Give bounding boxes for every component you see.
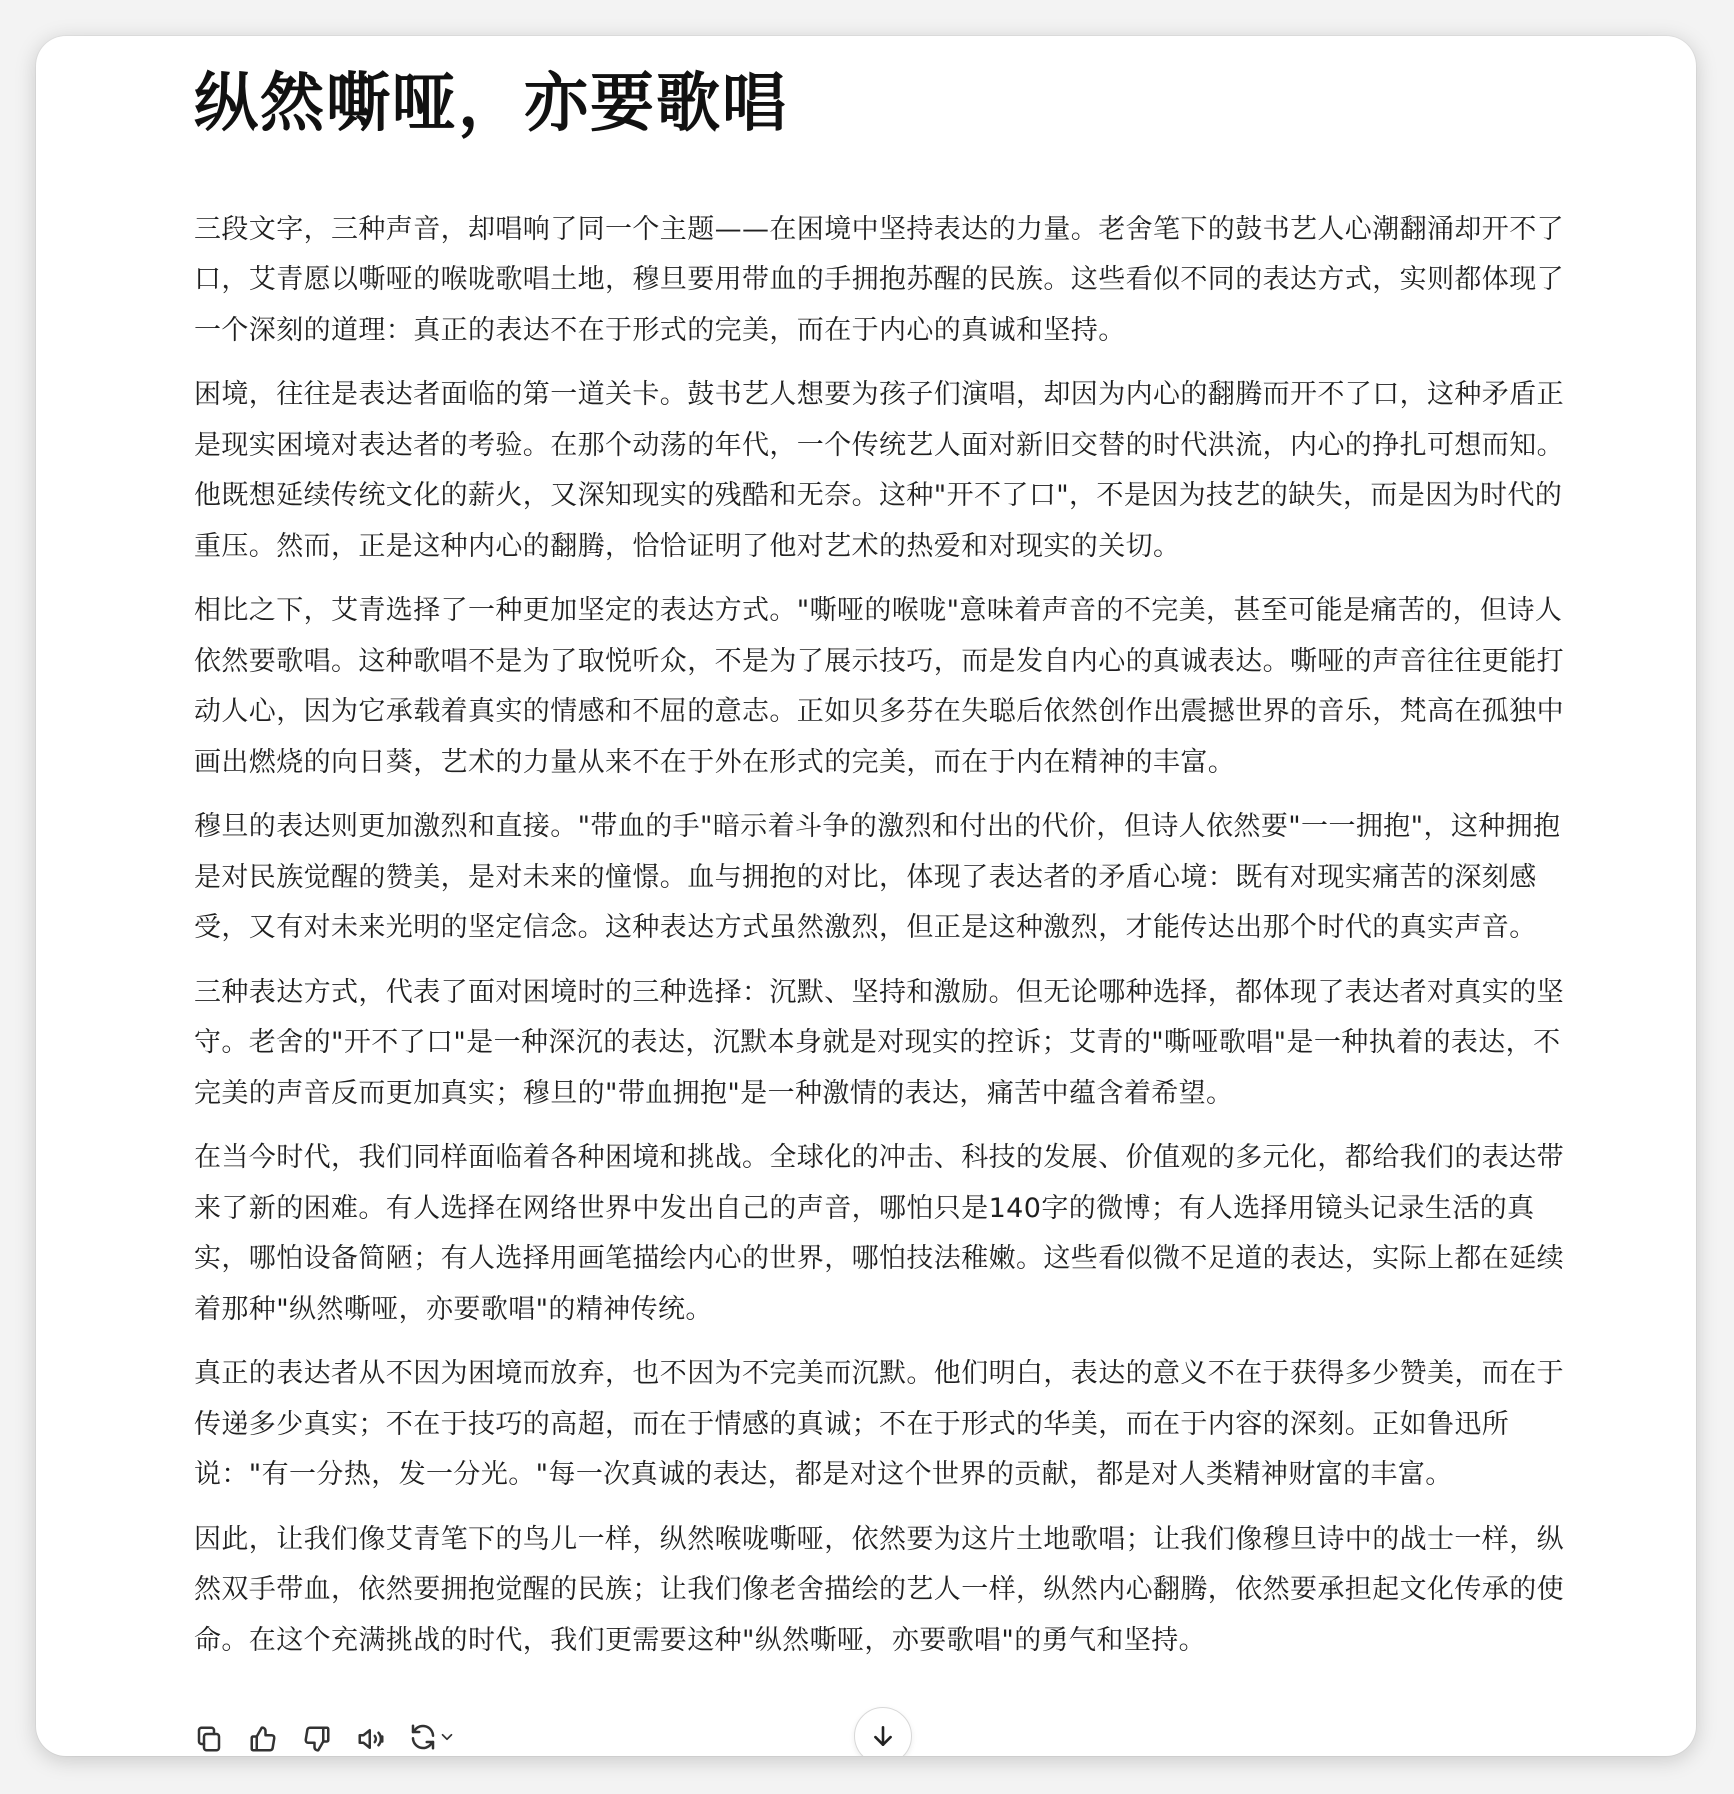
scroll-to-bottom-button[interactable] [854,1707,912,1756]
read-aloud-icon [356,1724,386,1754]
article-paragraph: 穆旦的表达则更加激烈和直接。"带血的手"暗示着斗争的激烈和付出的代价，但诗人依然要"一一拥抱"，这种拥抱是对民族觉醒的赞美，是对未来的憧憬。血与拥抱的对比，体现了表达者的矛盾心境：既有对现实痛苦的深刻感受，又有对未来光明的坚定信念。这种表达方式虽然激烈，但正是这种激烈，才能传达出那个时代的真实声音。 [194,811,1561,944]
copy-icon [194,1724,224,1754]
chat-window [36,36,1696,1756]
article-paragraph: 三种表达方式，代表了面对困境时的三种选择：沉默、坚持和激励。但无论哪种选择，都体现了表达者对真实的坚守。老舍的"开不了口"是一种深沉的表达，沉默本身就是对现实的控诉；艾青的"嘶哑歌唱"是一种执着的表达，不完美的声音反而更加真实；穆旦的"带血拥抱"是一种激情的表达，痛苦中蕴含着希望。 [194,976,1564,1109]
assistant-message [194,66,1584,1680]
article-paragraph: 真正的表达者从不因为困境而放弃，也不因为不完美而沉默。他们明白，表达的意义不在于获得多少赞美，而在于传递多少真实；不在于技巧的高超，而在于情感的真诚；不在于形式的华美，而在于内容的深刻。正如鲁迅所说："有一分热，发一分光。"每一次真诚的表达，都是对这个世界的贡献，都是对人类精神财富的丰富。 [194,1358,1564,1491]
regenerate-button[interactable] [408,1722,456,1756]
article-body [194,205,1584,1667]
like-button[interactable] [246,1722,280,1756]
thumbs-down-icon [302,1724,332,1754]
article-paragraph: 三段文字，三种声音，却唱响了同一个主题——在困境中坚持表达的力量。老舍笔下的鼓书艺人心潮翻涌却开不了口，艾青愿以嘶哑的喉咙歌唱土地，穆旦要用带血的手拥抱苏醒的民族。这些看似不同的表达方式，实则都体现了一个深刻的道理：真正的表达不在于形式的完美，而在于内心的真诚和坚持。 [194,213,1564,346]
article-paragraph: 相比之下，艾青选择了一种更加坚定的表达方式。"嘶哑的喉咙"意味着声音的不完美，甚至可能是痛苦的，但诗人依然要歌唱。这种歌唱不是为了取悦听众，不是为了展示技巧，而是发自内心的真诚表达。嘶哑的声音往往更能打动人心，因为它承载着真实的情感和不屈的意志。正如贝多芬在失聪后依然创作出震撼世界的音乐，梵高在孤独中画出燃烧的向日葵，艺术的力量从来不在于外在形式的完美，而在于内在精神的丰富。 [194,595,1564,778]
regenerate-icon [408,1722,438,1756]
article-paragraph: 困境，往往是表达者面临的第一道关卡。鼓书艺人想要为孩子们演唱，却因为内心的翻腾而开不了口，这种矛盾正是现实困境对表达者的考验。在那个动荡的年代，一个传统艺人面对新旧交替的时代洪流，内心的挣扎可想而知。他既想延续传统文化的薪火，又深知现实的残酷和无奈。这种"开不了口"，不是因为技艺的缺失，而是因为时代的重压。然而，正是这种内心的翻腾，恰恰证明了他对艺术的热爱和对现实的关切。 [194,379,1564,562]
read-aloud-button[interactable] [354,1722,388,1756]
copy-button[interactable] [192,1722,226,1756]
article-title: 纵然嘶哑，亦要歌唱 [194,67,788,141]
message-action-bar [192,1722,456,1756]
chevron-down-icon [438,1728,456,1750]
article-paragraph: 在当今时代，我们同样面临着各种困境和挑战。全球化的冲击、科技的发展、价值观的多元化，都给我们的表达带来了新的困难。有人选择在网络世界中发出自己的声音，哪怕只是140字的微博；有人选择用镜头记录生活的真实，哪怕设备简陋；有人选择用画笔描绘内心的世界，哪怕技法稚嫩。这些看似微不足道的表达，实际上都在延续着那种"纵然嘶哑，亦要歌唱"的精神传统。 [194,1142,1564,1325]
article-paragraph: 因此，让我们像艾青笔下的鸟儿一样，纵然喉咙嘶哑，依然要为这片土地歌唱；让我们像穆旦诗中的战士一样，纵然双手带血，依然要拥抱觉醒的民族；让我们像老舍描绘的艺人一样，纵然内心翻腾，依然要承担起文化传承的使命。在这个充满挑战的时代，我们更需要这种"纵然嘶哑，亦要歌唱"的勇气和坚持。 [194,1523,1564,1656]
dislike-button[interactable] [300,1722,334,1756]
thumbs-up-icon [248,1724,278,1754]
arrow-down-icon [870,1723,896,1749]
